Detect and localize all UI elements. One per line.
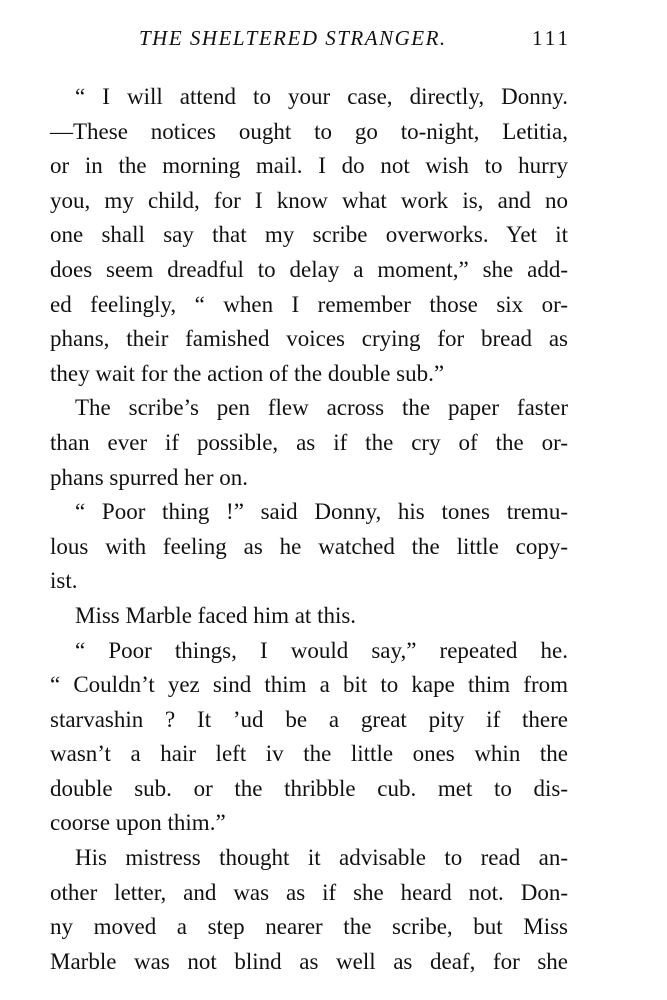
text-line: ny moved a step nearer the scribe, but Miss [50,914,568,940]
text-line: wasn’t a hair left iv the little ones whin the [50,741,568,767]
text-line: you, my child, for I know what work is, and no [50,187,568,213]
text-line: phans, their famished voices crying for bread as [50,326,568,352]
text-line: His mistress thought it advisable to read an- [75,845,568,871]
text-line: “ Poor things, I would say,” repeated he. [75,637,568,663]
text-line: does seem dreadful to delay a moment,” she add- [50,256,568,282]
text-line: one shall say that my scribe overworks. Yet it [50,222,568,248]
body-text [50,80,568,979]
running-header [0,26,667,56]
text-line: double sub. or the thribble cub. met to dis- [50,775,568,801]
text-line: Miss Marble faced him at this. [75,602,357,628]
text-line: or in the morning mail. I do not wish to hurry [50,153,568,179]
running-title: THE SHELTERED STRANGER. [139,26,447,50]
text-line: “ Poor thing !” said Donny, his tones tremu- [75,499,568,525]
page-number: 111 [532,26,571,50]
text-line: they wait for the action of the double sub.” [50,360,445,386]
text-line: Marble was not blind as well as deaf, for she [50,948,568,974]
text-line: “ I will attend to your case, directly, Donny. [75,84,568,109]
text-line: The scribe’s pen flew across the paper faster [75,395,568,421]
text-line: than ever if possible, as if the cry of the or- [50,429,568,455]
text-line: phans spurred her on. [50,464,249,490]
text-line: other letter, and was as if she heard not. Don- [50,879,568,905]
text-line: —These notices ought to go to-night, Letitia, [50,118,568,144]
text-line: lous with feeling as he watched the little copy- [50,533,568,559]
text-line: coorse upon thim.” [50,810,226,836]
text-line: “ Couldn’t yez sind thim a bit to kape thim from [50,672,568,698]
text-line: ed feelingly, “ when I remember those six or- [50,291,568,317]
text-line: starvashin ? It ’ud be a great pity if there [50,706,568,732]
text-line: ist. [50,568,78,594]
